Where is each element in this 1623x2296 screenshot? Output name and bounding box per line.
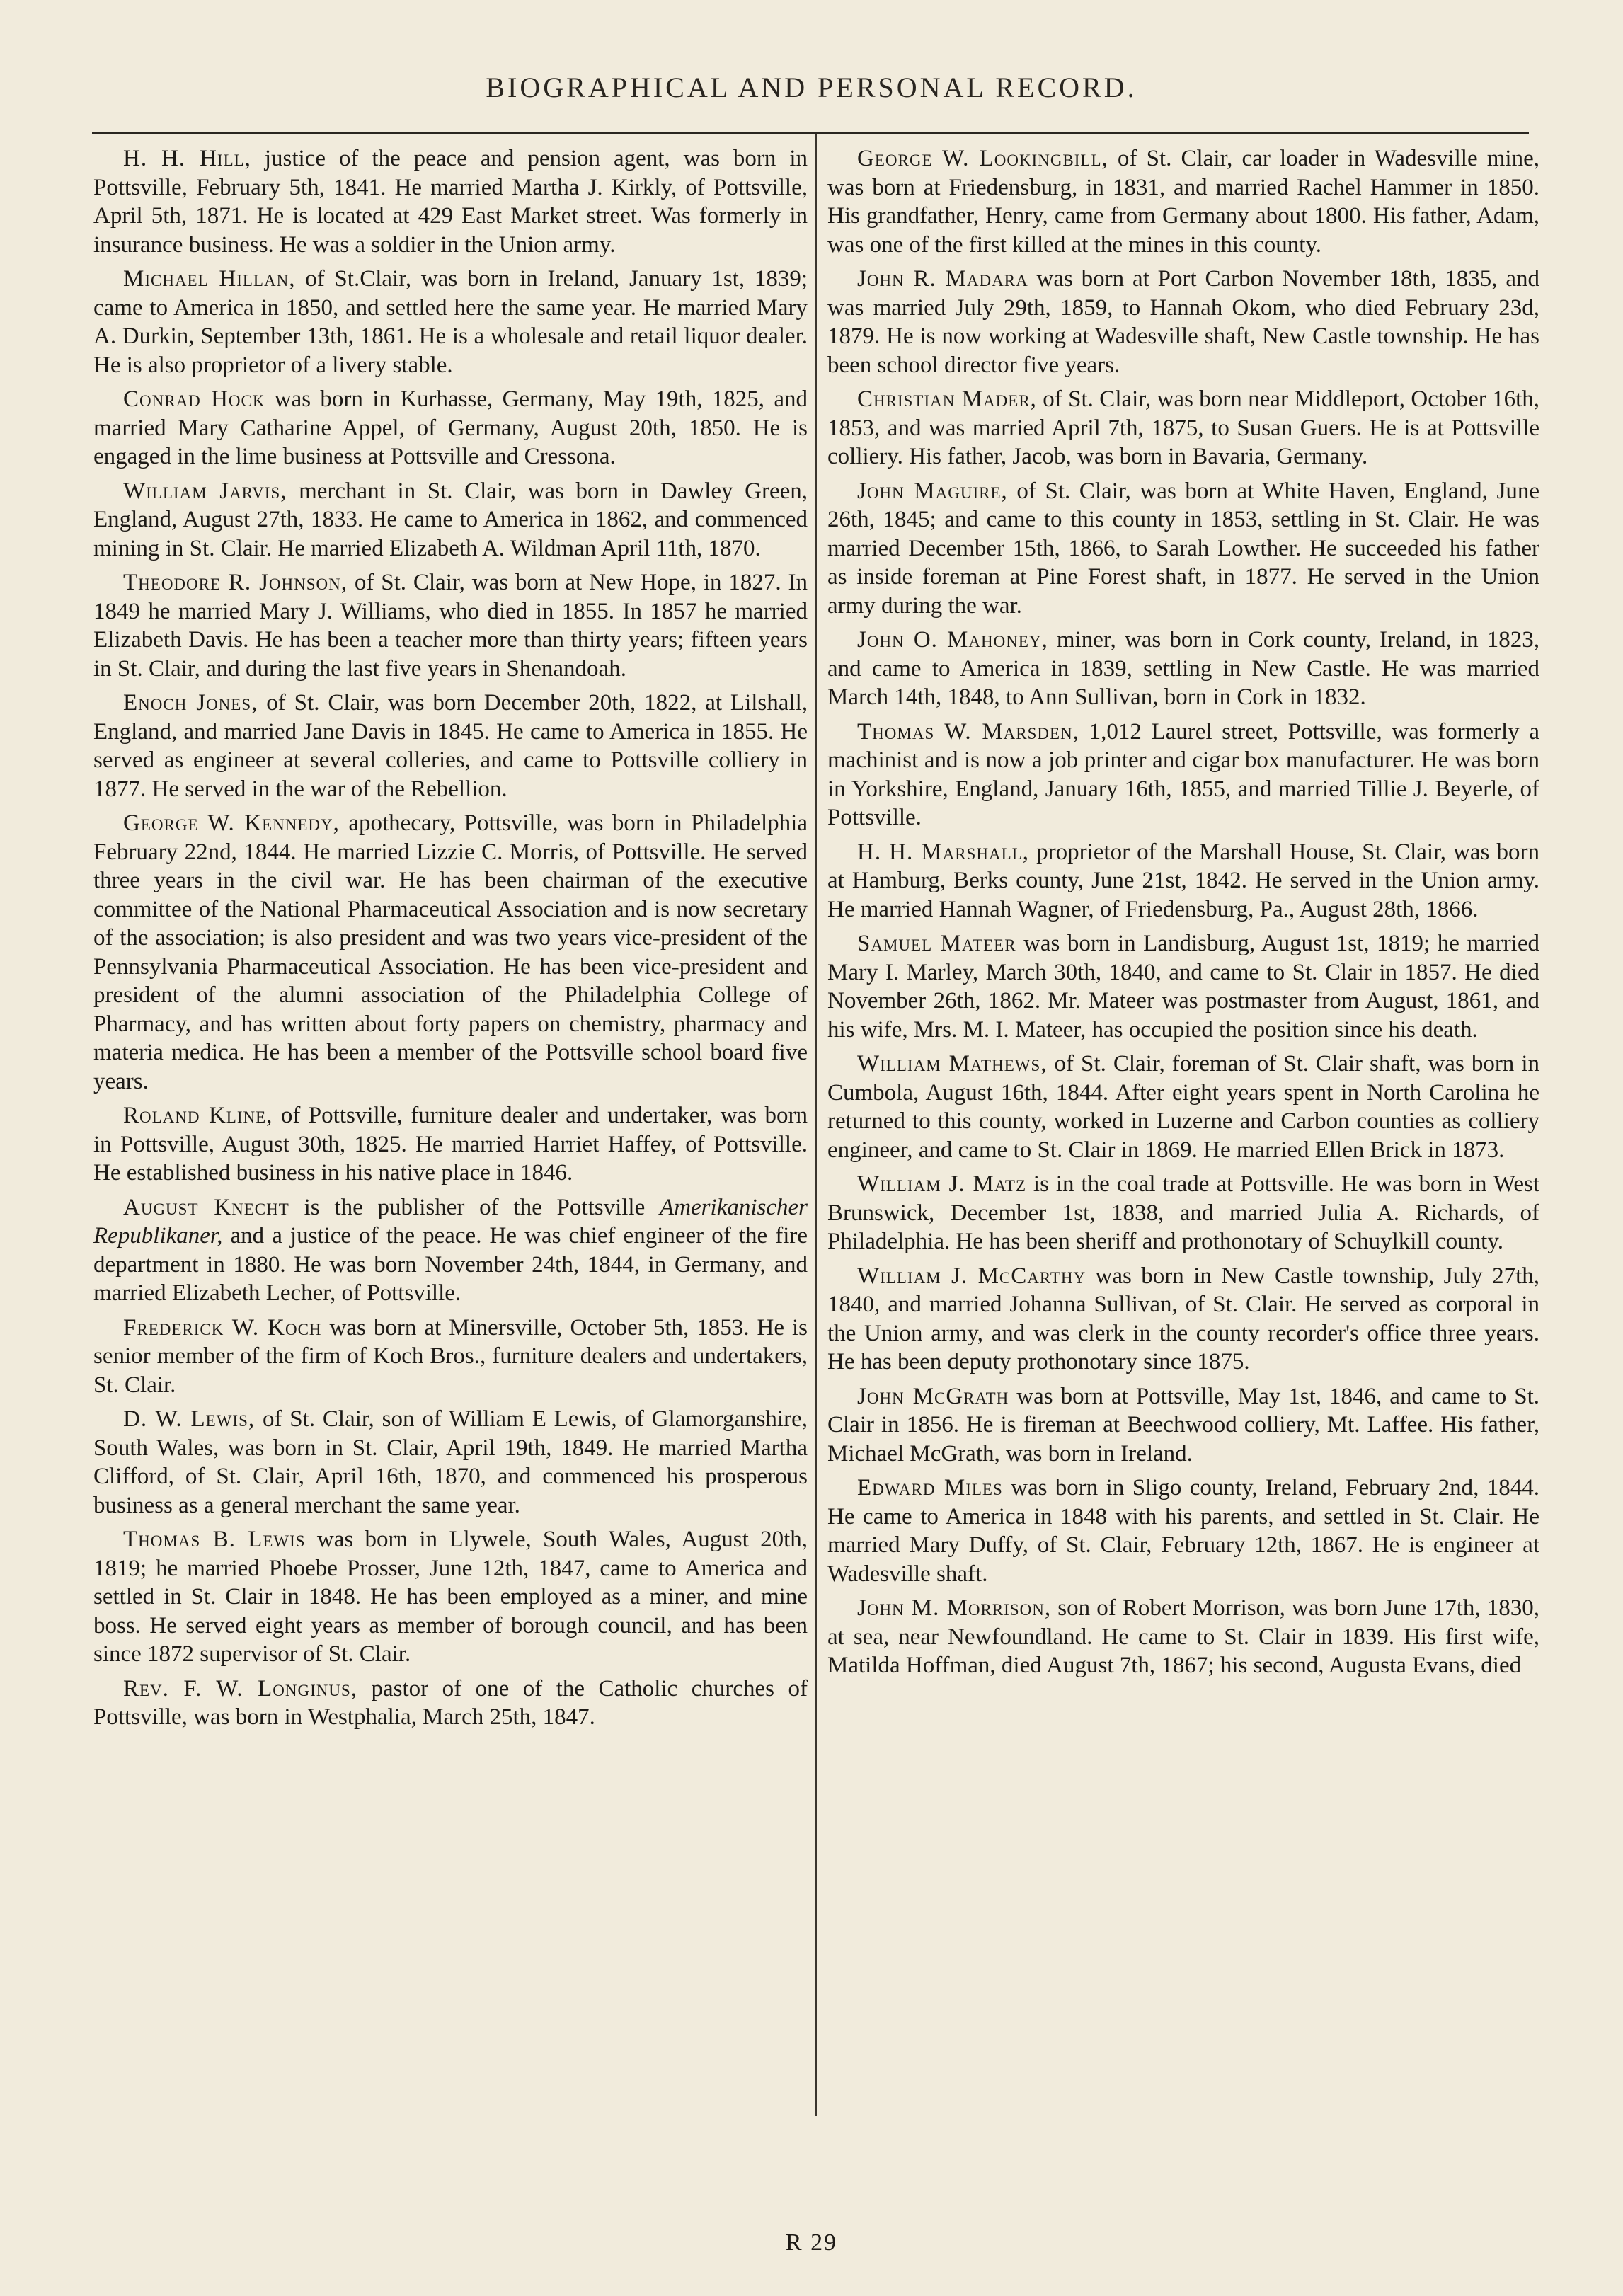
- entry-text: was born at Port Carbon November 18th, 1835, and was married July 29th, 1859, to Hannah Okom, who died February 23d, 1879. He is now working at Wadesville shaft, New Castle township. He has been school director five years.: [827, 266, 1539, 378]
- entry-text: is in the coal trade at Pottsville. He was born in West Brunswick, December 1st, 1838, and married Julia A. Richards, of Philadelphia. He has been sheriff and prothonotary of Schuylkill county.: [827, 1171, 1540, 1254]
- biography-entry: [93, 385, 808, 471]
- person-name: William Mathews,: [857, 1051, 1048, 1077]
- person-name: Thomas B. Lewis: [123, 1527, 306, 1552]
- person-name: William Jarvis,: [123, 478, 287, 504]
- person-name: John M. Morrison,: [857, 1595, 1052, 1621]
- page-header: BIOGRAPHICAL AND PERSONAL RECORD.: [486, 71, 1137, 103]
- biography-entry: [93, 689, 808, 803]
- entry-text: of St. Clair, was born December 20th, 1822, at Lilshall, England, and married Jane Davis in 1845. He came to America in 1855. He served as engineer at several colleries, and came to Pottsville colliery in 1877. He served in the war of the Rebellion.: [93, 690, 808, 802]
- person-name: Michael Hillan,: [123, 266, 296, 292]
- entry-text: of St.Clair, was born in Ireland, January 1st, 1839; came to America in 1850, and settled here the same year. He married Mary A. Durkin, September 13th, 1861. He is a wholesale and retail liquor dealer. He is also proprietor of a livery stable.: [93, 266, 808, 378]
- person-name: Rev. F. W. Longinus,: [123, 1675, 357, 1701]
- biography-entry: [93, 1101, 808, 1188]
- person-name: John McGrath: [857, 1383, 1009, 1409]
- entry-text: was born in Llywele, South Wales, August 20th, 1819; he married Phoebe Prosser, June 12th, 1847, came to America and settled in St. Clair in 1848. He has been employed as a miner, and mine boss. He served eight years as member of borough council, and has been since 1872 supervisor of St. Clair.: [93, 1527, 808, 1667]
- biography-entry: [93, 265, 808, 379]
- page-number: R 29: [785, 2229, 838, 2256]
- person-name: Christian Mader,: [857, 386, 1037, 412]
- biography-entry: [827, 1262, 1539, 1377]
- entry-text: merchant in St. Clair, was born in Dawley Green, England, August 27th, 1833. He came to America in 1862, and commenced mining in St. Clair. He married Elizabeth A. Wildman April 11th, 1870.: [93, 478, 808, 561]
- biography-entry: [93, 809, 808, 1096]
- entry-text: pastor of one of the Catholic churches of Pottsville, was born in Westphalia, March 25th, 1847.: [93, 1675, 808, 1730]
- person-name: Frederick W. Koch: [123, 1314, 322, 1341]
- person-name: William J. Matz: [857, 1171, 1027, 1197]
- entry-text: was born in Kurhasse, Germany, May 19th, 1825, and married Mary Catharine Appel, of Germany, August 20th, 1850. He is engaged in the lime business at Pottsville and Cressona.: [93, 386, 808, 469]
- entry-text: and a justice of the peace. He was chief engineer of the fire department in 1880. He was born November 24th, 1844, in Germany, and married Elizabeth Lecher, of Pottsville.: [93, 1223, 808, 1306]
- person-name: H. H. Marshall,: [857, 839, 1030, 865]
- entry-text: of St. Clair, foreman of St. Clair shaft, was born in Cumbola, August 16th, 1844. After eight years spent in North Carolina he returned to this county, worked in Luzerne and Carbon counties as colliery engineer, and came to St. Clair in 1869. He married Ellen Brick in 1873.: [827, 1051, 1539, 1163]
- person-name: John R. Madara: [857, 266, 1028, 292]
- biography-entry: [827, 838, 1539, 924]
- person-name: H. H. Hill,: [123, 146, 251, 171]
- biography-entry: [93, 1675, 808, 1732]
- entry-text: was born in New Castle township, July 27th, 1840, and married Johanna Sullivan, of St. Clair. He served as corporal in the Union army, and was clerk in the county recorder's office three years. He has been deputy prothonotary since 1875.: [827, 1263, 1539, 1374]
- biography-entry: [93, 1314, 808, 1400]
- person-name: Thomas W. Marsden,: [857, 718, 1079, 745]
- entry-text: son of Robert Morrison, was born June 17th, 1830, at sea, near Newfoundland. He came to St. Clair in 1839. His first wife, Matilda Hoffman, died August 7th, 1867; his second, Augusta Evans, died: [827, 1595, 1539, 1678]
- entry-text: of St. Clair, son of William E Lewis, of Glamorganshire, South Wales, was born in St. Clair, April 19th, 1849. He married Martha Clifford, of St. Clair, April 16th, 1870, and commenced his prosperous business as a general merchant the same year.: [93, 1406, 808, 1518]
- person-name: John Maguire,: [857, 478, 1008, 504]
- header-rule: [92, 132, 1529, 134]
- entry-text: of Pottsville, furniture dealer and undertaker, was born in Pottsville, August 30th, 1825. He married Harriet Haffey, of Pottsville. He established business in his native place in 1846.: [93, 1103, 808, 1186]
- person-name: John O. Mahoney,: [857, 627, 1048, 653]
- entry-text: apothecary, Pottsville, was born in Philadelphia February 22nd, 1844. He married Lizzie C. Morris, of Pottsville. He served three years in the civil war. He has been chairman of the executive committee of the National Pharmaceutical Association and is now secretary of the association; is also president and was two years vice-president of the Pennsylvania Pharmaceutical Association. He has been vice-president and president of the alumni association of the Philadelphia College of Pharmacy, and has written about forty papers on chemistry, pharmacy and materia medica. He has been a member of the Pottsville school board five years.: [93, 810, 808, 1094]
- biography-entry: [827, 265, 1539, 379]
- entry-text: of St. Clair, was born at New Hope, in 1827. In 1849 he married Mary J. Williams, who died in 1855. In 1857 he married Elizabeth Davis. He has been a teacher more than thirty years; fifteen years in St. Clair, and during the last five years in Shenandoah.: [93, 570, 808, 682]
- entry-text: was born in Landisburg, August 1st, 1819; he married Mary I. Marley, March 30th, 1840, and came to St. Clair in 1857. He died November 26th, 1862. Mr. Mateer was postmaster from August, 1861, and his wife, Mrs. M. I. Mateer, has occupied the position since his death.: [827, 931, 1539, 1043]
- person-name: George W. Lookingbill,: [857, 146, 1108, 171]
- entry-text: was born at Pottsville, May 1st, 1846, and came to St. Clair in 1856. He is fireman at Beechwood colliery, Mt. Laffee. His father, Michael McGrath, was born in Ireland.: [827, 1383, 1539, 1466]
- biography-entry: [93, 1525, 808, 1669]
- person-name: Samuel Mateer: [857, 931, 1016, 956]
- right-column: [827, 144, 1539, 1686]
- entry-text: was born at Minersville, October 5th, 1853. He is senior member of the firm of Koch Bros., furniture dealers and undertakers, St. Clair.: [93, 1314, 808, 1398]
- biography-entry: [827, 718, 1539, 832]
- entry-text: miner, was born in Cork county, Ireland, in 1823, and came to America in 1839, settling in New Castle. He was married March 14th, 1848, to Ann Sullivan, born in Cork in 1832.: [827, 627, 1539, 710]
- biography-entry: [93, 1405, 808, 1520]
- biography-entry: [827, 1382, 1539, 1469]
- column-divider: [815, 134, 817, 2116]
- biography-entry: [93, 568, 808, 683]
- biography-entry: [827, 477, 1539, 621]
- biography-entry: [93, 1193, 808, 1308]
- biography-entry: [827, 1474, 1539, 1588]
- entry-text: of St. Clair, car loader in Wadesville mine, was born at Friedensburg, in 1831, and married Rachel Hammer in 1850. His grandfather, Henry, came from Germany about 1800. His father, Adam, was one of the first killed at the mines in this county.: [827, 146, 1539, 258]
- left-column: [93, 144, 808, 1738]
- biography-entry: [827, 385, 1539, 471]
- person-name: Edward Miles: [857, 1475, 1003, 1500]
- entry-text: 1,012 Laurel street, Pottsville, was formerly a machinist and is now a job printer and cigar box manufacturer. He was born in Yorkshire, England, January 16th, 1855, and married Tillie J. Beyerle, of Pottsville.: [827, 718, 1539, 830]
- person-name: Theodore R. Johnson,: [123, 570, 348, 595]
- person-name: Conrad Hock: [123, 386, 265, 412]
- biography-entry: [827, 1594, 1539, 1680]
- person-name: George W. Kennedy,: [123, 810, 340, 836]
- person-name: Enoch Jones,: [123, 690, 258, 716]
- biography-entry: [827, 1050, 1539, 1164]
- entry-text: of St. Clair, was born at White Haven, England, June 26th, 1845; and came to this county in 1853, settling in St. Clair. He was married December 15th, 1866, to Sarah Lowther. He succeeded his father as inside foreman at Pine Forest shaft, in 1877. He served in the Union army during the war.: [827, 478, 1539, 619]
- biography-entry: [827, 626, 1539, 712]
- person-name: Roland Kline,: [123, 1103, 273, 1128]
- entry-text: of St. Clair, was born near Middleport, October 16th, 1853, and was married April 7th, 1875, to Susan Guers. He is at Pottsville colliery. His father, Jacob, was born in Bavaria, Germany.: [827, 386, 1539, 469]
- newspaper-title: Amerikanischer Republikaner,: [93, 1194, 808, 1249]
- biography-entry: [827, 144, 1539, 259]
- biography-entry: [93, 144, 808, 259]
- biography-entry: [827, 1170, 1539, 1256]
- entry-text: is the publisher of the Pottsville: [289, 1194, 660, 1220]
- entry-text: proprietor of the Marshall House, St. Clair, was born at Hamburg, Berks county, June 21st, 1842. He served in the Union army. He married Hannah Wagner, of Friedensburg, Pa., August 28th, 1866.: [827, 839, 1539, 922]
- person-name: William J. McCarthy: [857, 1263, 1086, 1289]
- biography-entry: [93, 477, 808, 563]
- entry-text: justice of the peace and pension agent, was born in Pottsville, February 5th, 1841. He married Martha J. Kirkly, of Pottsville, April 5th, 1871. He is located at 429 East Market street. Was formerly in insurance business. He was a soldier in the Union army.: [93, 146, 808, 258]
- person-name: D. W. Lewis,: [123, 1406, 256, 1432]
- entry-text: was born in Sligo county, Ireland, February 2nd, 1844. He came to America in 1848 with his parents, and settled in St. Clair. He married Mary Duffy, of St. Clair, February 12th, 1867. He is engineer at Wadesville shaft.: [827, 1475, 1539, 1587]
- person-name: August Knecht: [123, 1194, 289, 1220]
- biography-entry: [827, 929, 1539, 1044]
